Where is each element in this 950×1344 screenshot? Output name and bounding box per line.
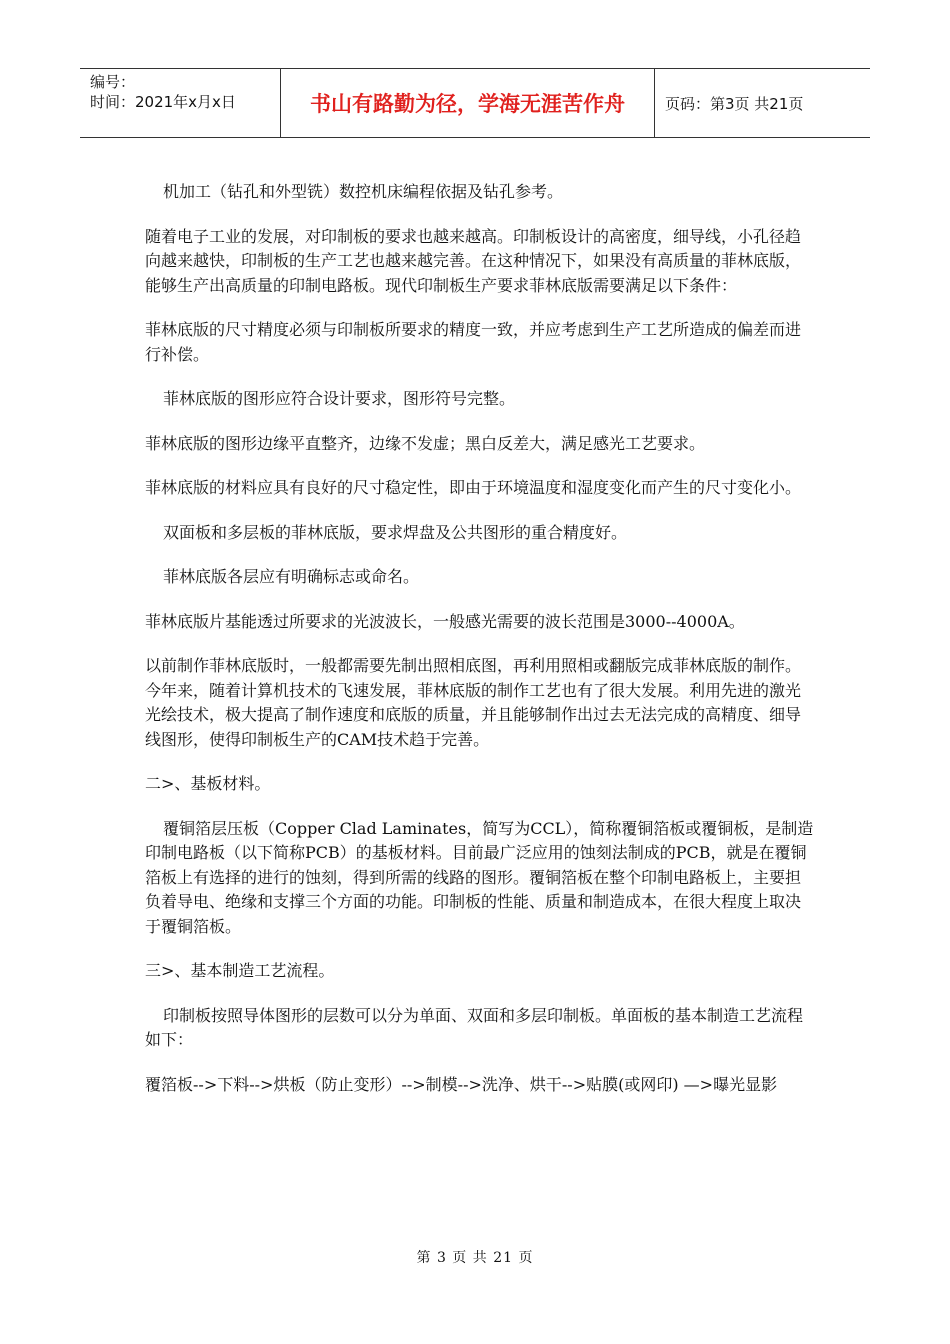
document-time-label: 时间：2021年x月x日 [90,93,236,111]
paragraph: 印制板按照导体图形的层数可以分为单面、双面和多层印制板。单面板的基本制造工艺流程如下： [145,1005,804,1049]
paragraph: 以前制作菲林底版时，一般都需要先制出照相底图，再利用照相或翻版完成菲林底版的制作。今年来，随着计算机技术的飞速发展，菲林底版的制作工艺也有了很大发展。利用先进的激光光绘技术，极大提高了制作速度和底版的质量，并且能够制作出过去无法完成的高精度、细导线图形，使得印制板生产的CAM技术趋于完善。 [145,656,802,749]
document-code-label: 编号： [90,73,136,91]
paragraph: 菲林底版片基能透过所要求的光波波长，一般感光需要的波长范围是3000--4000A。 [145,611,745,631]
paragraph: 覆箔板-->下料-->烘板（防止变形）-->制模-->洗净、烘干-->贴膜(或网印) —>曝光显影 [145,1074,778,1094]
document-header [80,68,870,138]
header-page-info: 页码：第3页 共21页 [665,94,804,113]
page-footer: 第 3 页 共 21 页 [416,1250,534,1266]
section-heading: 二>、基板材料。 [145,774,271,793]
header-motto: 书山有路勤为径，学海无涯苦作舟 [281,69,655,137]
paragraph: 菲林底版的图形应符合设计要求，图形符号完整。 [163,389,516,408]
paragraph: 机加工（钻孔和外型铣）数控机床编程依据及钻孔参考。 [163,182,564,201]
paragraph: 覆铜箔层压板（Copper Clad Laminates，简写为CCL），简称覆铜箔板或覆铜板，是制造印制电路板（以下简称PCB）的基板材料。目前最广泛应用的蚀刻法制成的PCB，就是在覆铜箔板上有选择的进行的蚀刻，得到所需的线路的图形。覆铜箔板在整个印制电路板上，主要担负着导电、绝缘和支撑三个方面的功能。印制板的性能、质量和制造成本，在很大程度上取决于覆铜箔板。 [145,818,814,936]
paragraph: 菲林底版的材料应具有良好的尺寸稳定性，即由于环境温度和湿度变化而产生的尺寸变化小。 [145,478,802,497]
paragraph: 菲林底版的图形边缘平直整齐，边缘不发虚；黑白反差大，满足感光工艺要求。 [145,433,706,453]
paragraph: 菲林底版各层应有明确标志或命名。 [163,567,420,586]
paragraph: 菲林底版的尺寸精度必须与印制板所要求的精度一致，并应考虑到生产工艺所造成的偏差而进行补偿。 [145,320,802,364]
header-meta-cell [80,69,281,137]
paragraph: 随着电子工业的发展，对印制板的要求也越来越高。印制板设计的高密度，细导线，小孔径趋向越来越快，印制板的生产工艺也越来越完善。在这种情况下，如果没有高质量的菲林底版，能够生产出高质量的印制电路板。现代印制板生产要求菲林底版需要满足以下条件： [145,226,802,295]
document-body [145,180,815,1117]
section-heading: 三>、基本制造工艺流程。 [145,961,335,980]
paragraph: 双面板和多层板的菲林底版，要求焊盘及公共图形的重合精度好。 [163,522,628,542]
